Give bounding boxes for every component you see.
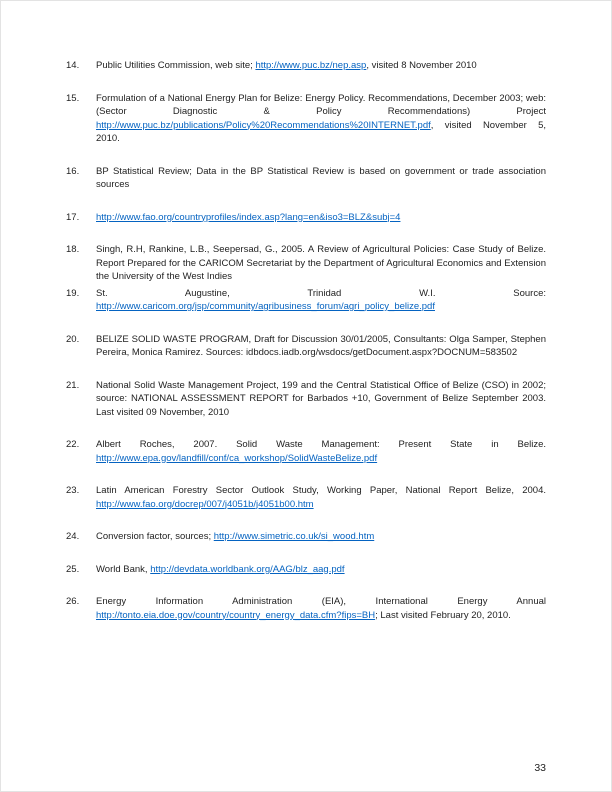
reference-text (96, 333, 546, 360)
reference-item (66, 530, 546, 544)
reference-number: 14. (66, 60, 80, 71)
reference-text-segment: Public Utilities Commission, web site; (96, 60, 256, 71)
reference-item (66, 165, 546, 192)
reference-item (66, 563, 546, 577)
reference-number: 22. (66, 439, 80, 450)
reference-text-segment: Energy Information Administration (EIA), International Energy Annual (96, 596, 546, 607)
reference-number: 16. (66, 165, 80, 177)
reference-link[interactable]: http://www.simetric.co.uk/si_wood.htm (213, 531, 375, 542)
reference-text-segment: National Solid Waste Management Project, 199 and the Central Statistical Office of Belize (CSO) in 2002; source: NATIONAL ASSESSMENT REPORT for Barbados +10, Government of Belize September 2003. Last visited 09 November, 2010 (96, 379, 546, 418)
reference-text (96, 92, 546, 146)
reference-text (96, 379, 546, 420)
reference-text (96, 484, 546, 511)
reference-number: 17. (66, 211, 80, 223)
reference-number: 20. (66, 333, 80, 345)
reference-text (96, 595, 546, 622)
reference-item (66, 59, 546, 73)
reference-text-segment: BP Statistical Review; Data in the BP Statistical Review is based on government or trade association sources (96, 165, 546, 190)
reference-text (96, 165, 546, 192)
page-footer (534, 762, 546, 776)
reference-item (66, 243, 546, 284)
reference-item (66, 379, 546, 420)
reference-item (66, 438, 546, 465)
reference-item (66, 595, 546, 622)
references-list (66, 59, 546, 622)
reference-number: 23. (66, 485, 80, 496)
reference-item (66, 287, 546, 314)
reference-text (96, 563, 546, 577)
reference-number: 25. (66, 563, 80, 575)
reference-number: 15. (66, 92, 80, 104)
reference-text (96, 243, 546, 284)
reference-text-segment: , visited November 5, 2010. (96, 119, 546, 144)
reference-link[interactable]: http://www.epa.gov/landfill/conf/ca_workshop/SolidWasteBelize.pdf (96, 452, 378, 464)
reference-link[interactable]: http://www.fao.org/docrep/007/j4051b/j4051b00.htm (96, 498, 314, 510)
reference-item (66, 92, 546, 146)
page-number: 33 (534, 761, 546, 774)
reference-number: 19. (66, 287, 80, 299)
reference-text-segment: Latin American Forestry Sector Outlook Study, Working Paper, National Report Belize, 2004. (96, 485, 546, 496)
reference-item (66, 211, 546, 225)
reference-link[interactable]: http://www.puc.bz/nep.asp (255, 60, 367, 71)
reference-text-segment: Albert Roches, 2007. Solid Waste Management: Present State in Belize. (96, 439, 546, 450)
reference-link[interactable]: http://www.fao.org/countryprofiles/index.asp?lang=en&iso3=BLZ&subj=4 (96, 211, 401, 223)
reference-text-segment: Singh, R.H, Rankine, L.B., Seepersad, G., 2005. A Review of Agricultural Policies: Case Study of Belize. Report Prepared for the CARICOM Secretariat by the Department of Agricultural Economics and Extension the University of the West Indies (96, 244, 546, 282)
reference-text-segment: St. Augustine, Trinidad W.I. Source: (96, 287, 546, 299)
reference-text-segment: Conversion factor, sources; (96, 531, 214, 542)
reference-text (96, 211, 546, 225)
reference-text-segment: BELIZE SOLID WASTE PROGRAM, Draft for Discussion 30/01/2005, Consultants: Olga Samper, Stephen Pereira, Monica Ramirez. Sources: idbdocs.iadb.org/wsdocs/getDocument.aspx?DOCNUM=583502 (96, 333, 546, 358)
reference-number: 24. (66, 531, 80, 542)
reference-text-segment: Formulation of a National Energy Plan for Belize: Energy Policy. Recommendations, December 2003; web: (Sector Diagnostic & Policy Recommendations) Project (96, 92, 546, 117)
reference-text (96, 287, 546, 314)
reference-number: 26. (66, 596, 80, 607)
reference-link[interactable]: http://www.caricom.org/jsp/community/agribusiness_forum/agri_policy_belize.pdf (96, 301, 435, 312)
reference-link[interactable]: http://tonto.eia.doe.gov/country/country_energy_data.cfm?fips=BH (96, 609, 376, 621)
reference-number: 21. (66, 379, 80, 391)
reference-text (96, 59, 546, 73)
reference-number: 18. (66, 244, 80, 255)
reference-text-segment: ; Last visited February 20, 2010. (375, 609, 511, 621)
reference-link[interactable]: http://www.puc.bz/publications/Policy%20Recommendations%20INTERNET.pdf (96, 119, 431, 131)
reference-text (96, 530, 546, 544)
reference-text (96, 438, 546, 465)
reference-text-segment: World Bank, (96, 563, 151, 575)
reference-item (66, 333, 546, 360)
reference-link[interactable]: http://devdata.worldbank.org/AAG/blz_aag.pdf (150, 563, 345, 575)
reference-item (66, 484, 546, 511)
reference-text-segment: , visited 8 November 2010 (366, 60, 477, 71)
